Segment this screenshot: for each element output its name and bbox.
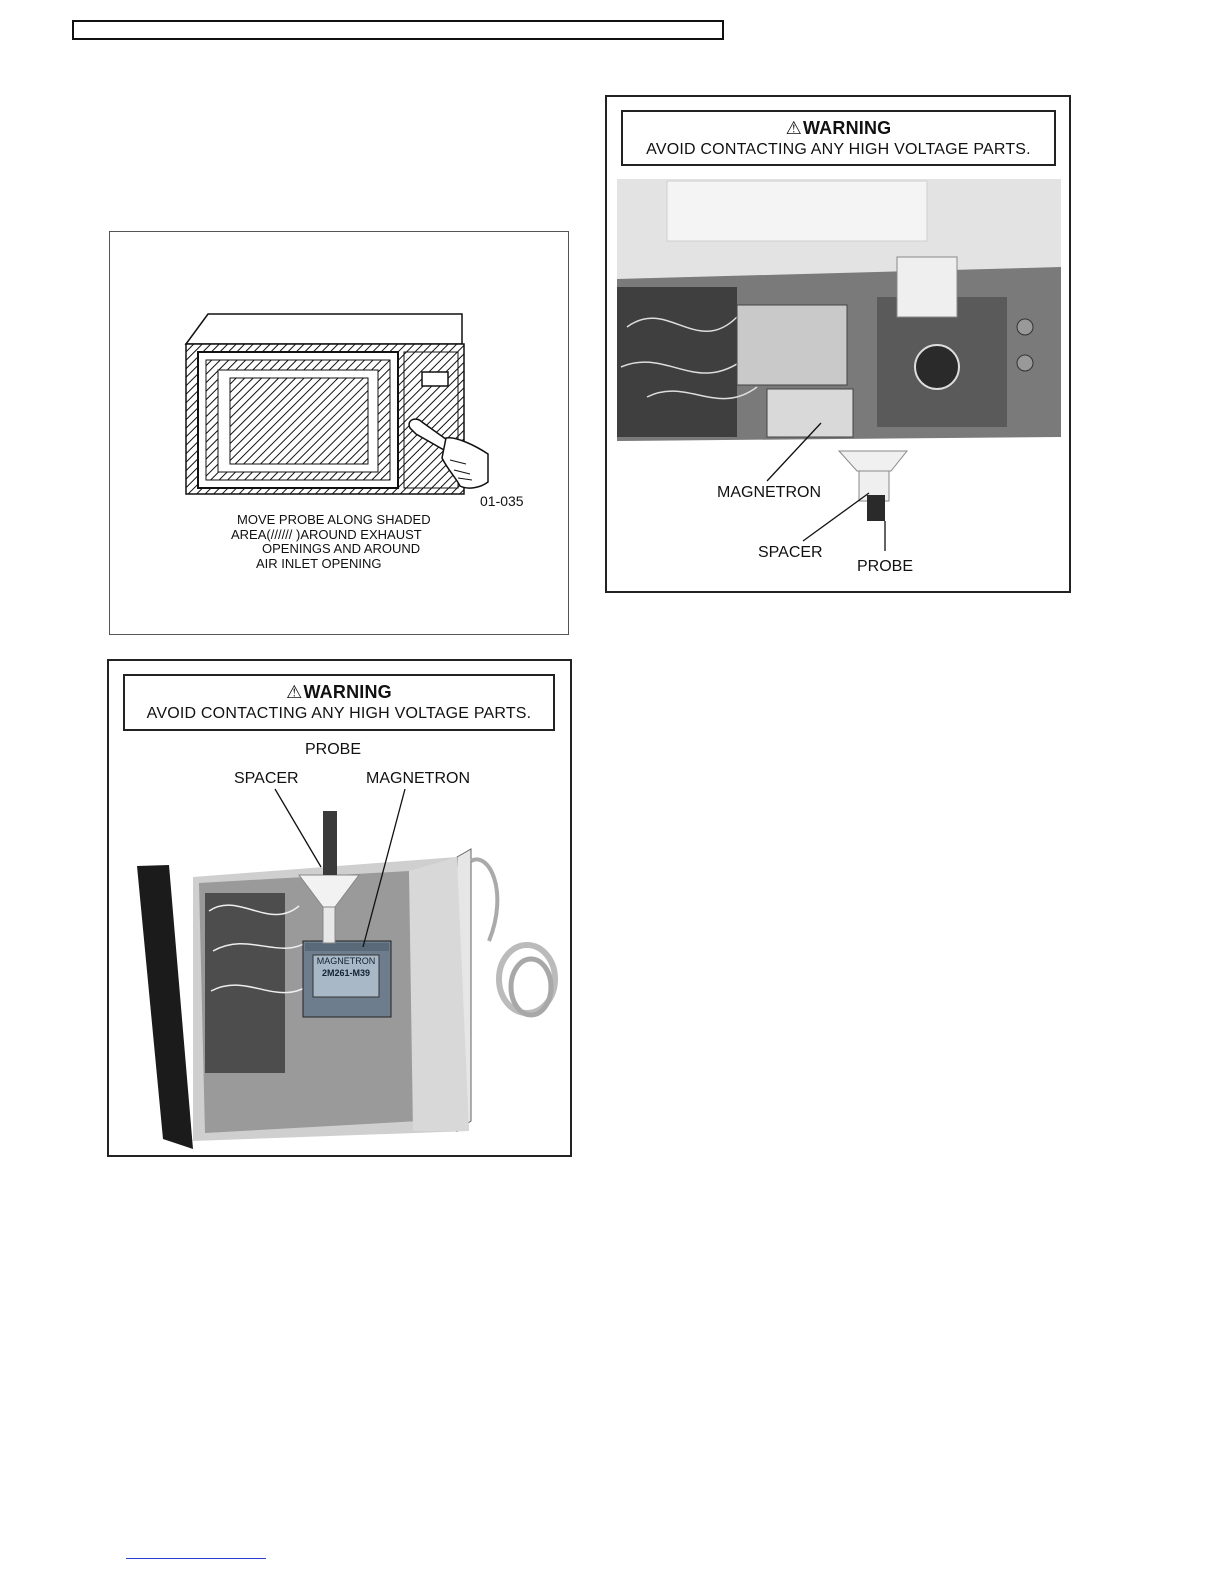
header-bar bbox=[72, 20, 724, 40]
left-probe-label: PROBE bbox=[305, 741, 362, 758]
magnetron-plate bbox=[313, 955, 379, 979]
magnetron-top-photo bbox=[607, 97, 1069, 591]
magnetron-side-photo bbox=[109, 661, 570, 1155]
caption-line-3: OPENINGS AND AROUND bbox=[262, 541, 421, 556]
caption-line-4: AIR INLET OPENING bbox=[256, 556, 382, 571]
magnetron-plate-brand: MAGNETRON bbox=[316, 956, 376, 966]
warning-triangle-icon: ⚠ bbox=[286, 682, 303, 702]
warning-text: AVOID CONTACTING ANY HIGH VOLTAGE PARTS. bbox=[146, 705, 532, 722]
caption-line-1: MOVE PROBE ALONG SHADED bbox=[237, 512, 431, 527]
magnetron-plate-model: 2M261-M39 bbox=[321, 968, 371, 978]
top-photo-panel bbox=[605, 95, 1071, 593]
microwave-diagram bbox=[110, 232, 568, 634]
warning-title: WARNING bbox=[303, 682, 392, 702]
right-magnetron-label: MAGNETRON bbox=[717, 484, 821, 501]
right-spacer-label: SPACER bbox=[758, 544, 823, 561]
warning-triangle-icon: ⚠ bbox=[785, 118, 802, 138]
warning-text: AVOID CONTACTING ANY HIGH VOLTAGE PARTS. bbox=[646, 141, 1031, 158]
warning-title: WARNING bbox=[802, 118, 892, 138]
side-photo-panel bbox=[107, 659, 572, 1157]
caption-line-2: AREA(////// )AROUND EXHAUST bbox=[231, 527, 422, 542]
right-probe-label: PROBE bbox=[857, 558, 914, 575]
left-magnetron-label: MAGNETRON bbox=[366, 770, 470, 787]
probe-diagram-panel bbox=[109, 231, 569, 635]
figure-code: 01-035 bbox=[480, 493, 524, 509]
footer-link-underline bbox=[126, 1558, 266, 1559]
left-spacer-label: SPACER bbox=[234, 770, 299, 787]
